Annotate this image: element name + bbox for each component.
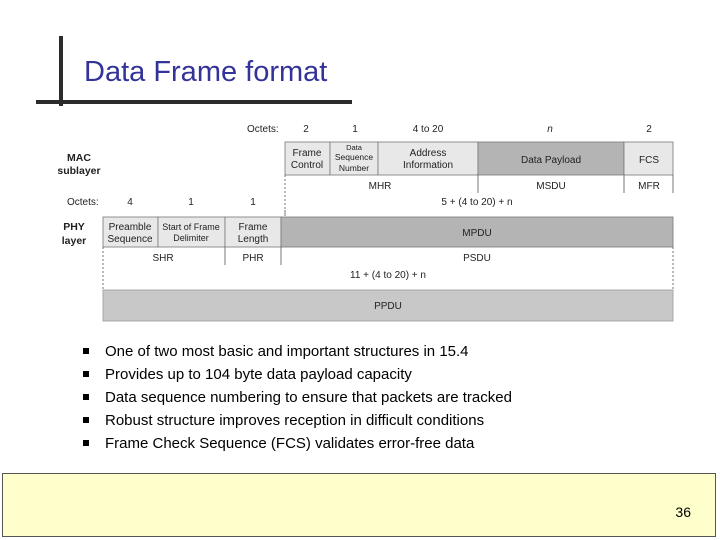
ppdu-label: PPDU — [374, 301, 402, 312]
bullet-text: Robust structure improves reception in difficult conditions — [105, 412, 485, 429]
bullet-marker — [83, 394, 89, 400]
bullet-text: Frame Check Sequence (FCS) validates error-free data — [105, 435, 475, 452]
address-line2: Information — [402, 160, 454, 171]
msdu-label: MSDU — [536, 181, 566, 192]
frame-length-line2: Length — [237, 234, 269, 245]
seq-number-line3: Number — [338, 163, 370, 173]
fcs-label: FCS — [639, 155, 659, 166]
phr-label: PHR — [242, 253, 264, 264]
payload-label: Data Payload — [520, 155, 582, 166]
mac-octet-fcs: 2 — [646, 124, 652, 135]
seq-number-line2: Sequence — [334, 152, 374, 162]
phy-octet-length: 1 — [250, 197, 256, 208]
bullet-item — [80, 363, 680, 386]
page-number: 36 — [675, 504, 691, 520]
phy-octet-mpdu: 5 + (4 to 20) + n — [441, 197, 513, 208]
frame-control-line1: Frame — [292, 148, 322, 159]
bullet-marker — [83, 440, 89, 446]
phy-octet-sfd: 1 — [188, 197, 194, 208]
frame-length-line1: Frame — [238, 222, 268, 233]
mpdu-label: MPDU — [462, 228, 492, 239]
bullet-list — [80, 340, 680, 455]
address-line1: Address — [409, 148, 447, 159]
mfr-label: MFR — [638, 181, 660, 192]
phy-octets-label: Octets: — [67, 197, 99, 208]
phy-label-line2: layer — [61, 235, 87, 247]
sfd-line2: Delimiter — [173, 233, 209, 243]
slide-title: Data Frame format — [84, 56, 328, 88]
seq-number-line1: Data — [346, 143, 362, 152]
bullet-marker — [83, 348, 89, 354]
bullet-item — [80, 386, 680, 409]
ppdu-length-label: 11 + (4 to 20) + n — [350, 270, 426, 281]
shr-label: SHR — [152, 253, 174, 264]
psdu-label: PSDU — [463, 253, 491, 264]
mac-octet-address: 4 to 20 — [412, 124, 444, 135]
bullet-text: Data sequence numbering to ensure that packets are tracked — [105, 389, 512, 406]
bullet-item — [80, 409, 680, 432]
bullet-text: Provides up to 104 byte data payload capacity — [105, 366, 412, 383]
mac-octets-label: Octets: — [247, 124, 279, 135]
slide-footer — [2, 473, 716, 537]
bullet-text: One of two most basic and important structures in 15.4 — [105, 343, 469, 360]
preamble-line2: Sequence — [107, 234, 153, 245]
bullet-marker — [83, 371, 89, 377]
sfd-line1: Start of Frame — [162, 222, 220, 232]
mac-octet-seq-number: 1 — [352, 124, 358, 135]
mac-octet-frame-control: 2 — [303, 124, 309, 135]
mac-label-line1: MAC — [67, 152, 91, 164]
mac-label-line2: sublayer — [57, 165, 101, 177]
mac-octet-payload: n — [547, 124, 553, 135]
frame-control-line2: Control — [290, 160, 324, 171]
bullet-marker — [83, 417, 89, 423]
mhr-label: MHR — [368, 181, 392, 192]
bullet-item — [80, 340, 680, 363]
phy-label-line1: PHY — [63, 221, 85, 233]
preamble-line1: Preamble — [108, 222, 152, 233]
phy-octet-preamble: 4 — [127, 197, 133, 208]
bullet-item — [80, 432, 680, 455]
